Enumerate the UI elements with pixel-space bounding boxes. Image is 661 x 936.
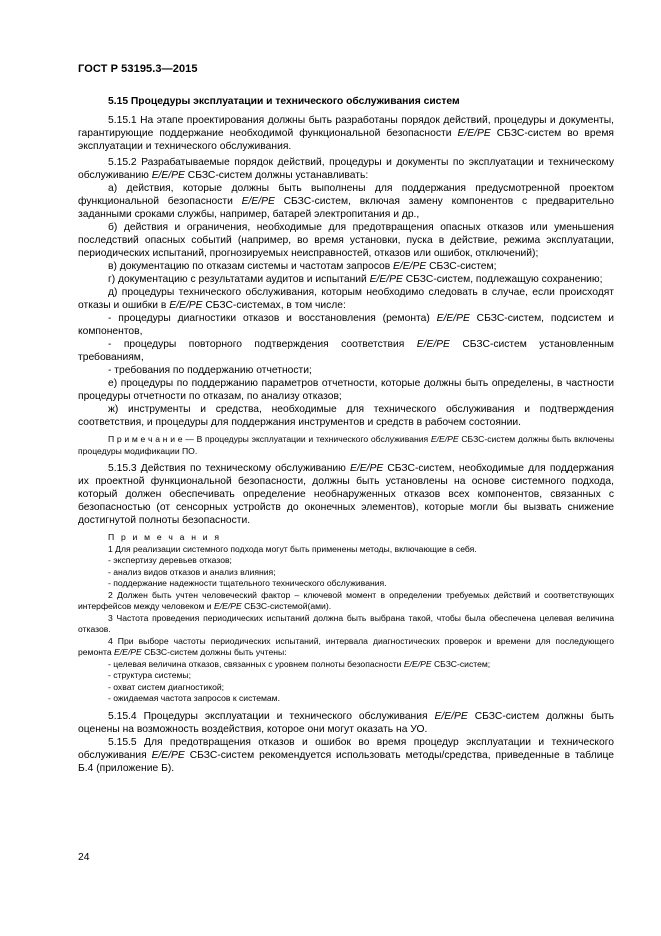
system-designation: E/E/PE: [393, 261, 427, 272]
paragraph-5-15-3: 5.15.3 Действия по техническому обслуживанию E/E/PE СБЗС-систем, необходимые для поддержания их проектной функциональной безопасности, должны быть установлены на основе системного подхода, который должен обеспечивать определение необнаруженных отказов всех компонентов, связанных с безопасностью (от сенсорных устройств до оконечных элементов), которые могли бы вызвать снижение достигнутой полноты безопасности.: [78, 463, 614, 526]
list-item-v: в) документацию по отказам системы и частотам запросов E/E/PE СБЗС-систем;: [108, 261, 497, 272]
system-designation: E/E/PE: [169, 300, 203, 311]
system-designation: E/E/PE: [151, 749, 185, 761]
note-1-label: П р и м е ч а н и е: [108, 434, 183, 444]
paragraph-5-15-2: 5.15.2 Разрабатываемые порядок действий, процедуры и документы по эксплуатации и техническому обслуживанию E/E/PE СБЗС-систем должны устанавливать:: [78, 157, 614, 181]
system-designation: E/E/PE: [436, 313, 470, 324]
system-designation: E/E/PE: [416, 339, 450, 350]
note-item-1a: - экспертизу деревьев отказов;: [108, 555, 232, 565]
note-item-4c: - охват систем диагностикой;: [108, 681, 225, 692]
document-body: [78, 96, 614, 775]
system-designation: E/E/PE: [434, 710, 468, 722]
list-subitem-d1: - процедуры диагностики отказов и восстановления (ремонта) E/E/PE СБЗС-систем, подсистем и компонентов,: [78, 313, 614, 337]
note-item-4d: - ожидаемая частота запросов к системам.: [108, 693, 280, 703]
note-item-1: 1 Для реализации системного подхода могут быть применены методы, включающие в себя.: [108, 543, 477, 554]
list-item-g: г) документацию с результатами аудитов и испытаний E/E/PE СБЗС-систем, подлежащую сохранению;: [108, 274, 603, 285]
note-item-4a: - целевая величина отказов, связанных с уровнем полноты безопасности E/E/PE СБЗС-систем;: [108, 658, 491, 669]
note-1-text: — В процедуры эксплуатации и технического обслуживания E/E/PE СБЗС-систем должны быть включены процедуры модификации ПО.: [78, 434, 615, 456]
system-designation: E/E/PE: [430, 434, 459, 444]
page-number: 24: [78, 852, 90, 863]
note-item-2: 2 Должен быть учтен человеческий фактор – ключевой момент в определении требуемых действий и соответствующих интерфейсов между человеком и E/E/PE СБЗС-системой(ами).: [78, 589, 614, 611]
system-designation: E/E/PE: [369, 274, 403, 285]
list-item-e: е) процедуры по поддержанию параметров отчетности, которые должны быть определены, в частности процедуры отчетности по отказам, по анализу отказов;: [78, 378, 614, 402]
list-item-d: д) процедуры технического обслуживания, которым необходимо следовать в случае, если происходят отказы и ошибки в E/E/PE СБЗС-системах, в том числе:: [78, 287, 614, 311]
list-subitem-d3: - требования по поддержанию отчетности;: [108, 365, 312, 376]
paragraph-5-15-4: 5.15.4 Процедуры эксплуатации и технического обслуживания E/E/PE СБЗС-систем должны быть оценены на возможность воздействия, которое они могут оказать на УО.: [78, 710, 614, 735]
system-designation: E/E/PE: [151, 170, 185, 181]
note-item-4: 4 При выборе частоты периодических испытаний, интервала диагностических проверок и времени для последующего ремонта E/E/PE СБЗС-систем должны быть учтены:: [78, 635, 614, 657]
paragraph-5-15-5: 5.15.5 Для предотвращения отказов и ошибок во время процедур эксплуатации и технического обслуживания E/E/PE СБЗС-систем рекомендуется использовать методы/средства, приведенные в таблице Б.4 (приложение Б).: [78, 736, 614, 774]
system-designation: E/E/PE: [403, 658, 432, 669]
system-designation: E/E/PE: [214, 601, 242, 611]
note-1: [78, 434, 614, 457]
list-subitem-d2: - процедуры повторного подтверждения соответствия E/E/PE СБЗС-систем установленным требованиям,: [78, 339, 614, 363]
note-item-3: 3 Частота проведения периодических испытаний должна быть выбрана такой, чтобы была обеспечена целевая величина отказов.: [78, 612, 614, 634]
document-header: ГОСТ Р 53195.3—2015: [78, 63, 198, 75]
system-designation: E/E/PE: [457, 128, 491, 139]
list-item-zh: ж) инструменты и средства, необходимые для технического обслуживания и подтверждения соответствия, и процедуры для поддержания инструментов и средств в рабочем состоянии.: [78, 404, 614, 428]
note-item-4b: - структура системы;: [108, 670, 191, 680]
section-title: 5.15 Процедуры эксплуатации и технического обслуживания систем: [108, 96, 460, 107]
system-designation: E/E/PE: [241, 196, 275, 207]
system-designation: E/E/PE: [114, 647, 142, 657]
note-item-1b: - анализ видов отказов и анализ влияния;: [108, 566, 276, 577]
list-item-b: б) действия и ограничения, необходимые для предотвращения опасных отказов или уменьшения последствий опасных событий (например, во время установки, пуска в действие, режима эксплуатации, периодических испытаний, прогнозируемых неисправностей, отказов или ошибок, отключений);: [78, 222, 614, 259]
notes-title: П р и м е ч а н и я: [108, 532, 222, 542]
system-designation: E/E/PE: [350, 463, 384, 474]
note-item-1c: - поддержание надежности тщательного технического обслуживания.: [108, 578, 387, 588]
list-item-a: а) действия, которые должны быть выполнены для поддержания предусмотренной проектом функциональной безопасности E/E/PE СБЗС-систем, включая замену компонентов с предварительно заданными сроками службы, например, батарей электропитания и др.,: [78, 183, 615, 220]
paragraph-5-15-1: 5.15.1 На этапе проектирования должны быть разработаны порядок действий, процедуры и документы, гарантирующие поддержание необходимой функциональной безопасности E/E/PE СБЗС-систем во время эксплуатации и технического обслуживания.: [78, 115, 614, 152]
